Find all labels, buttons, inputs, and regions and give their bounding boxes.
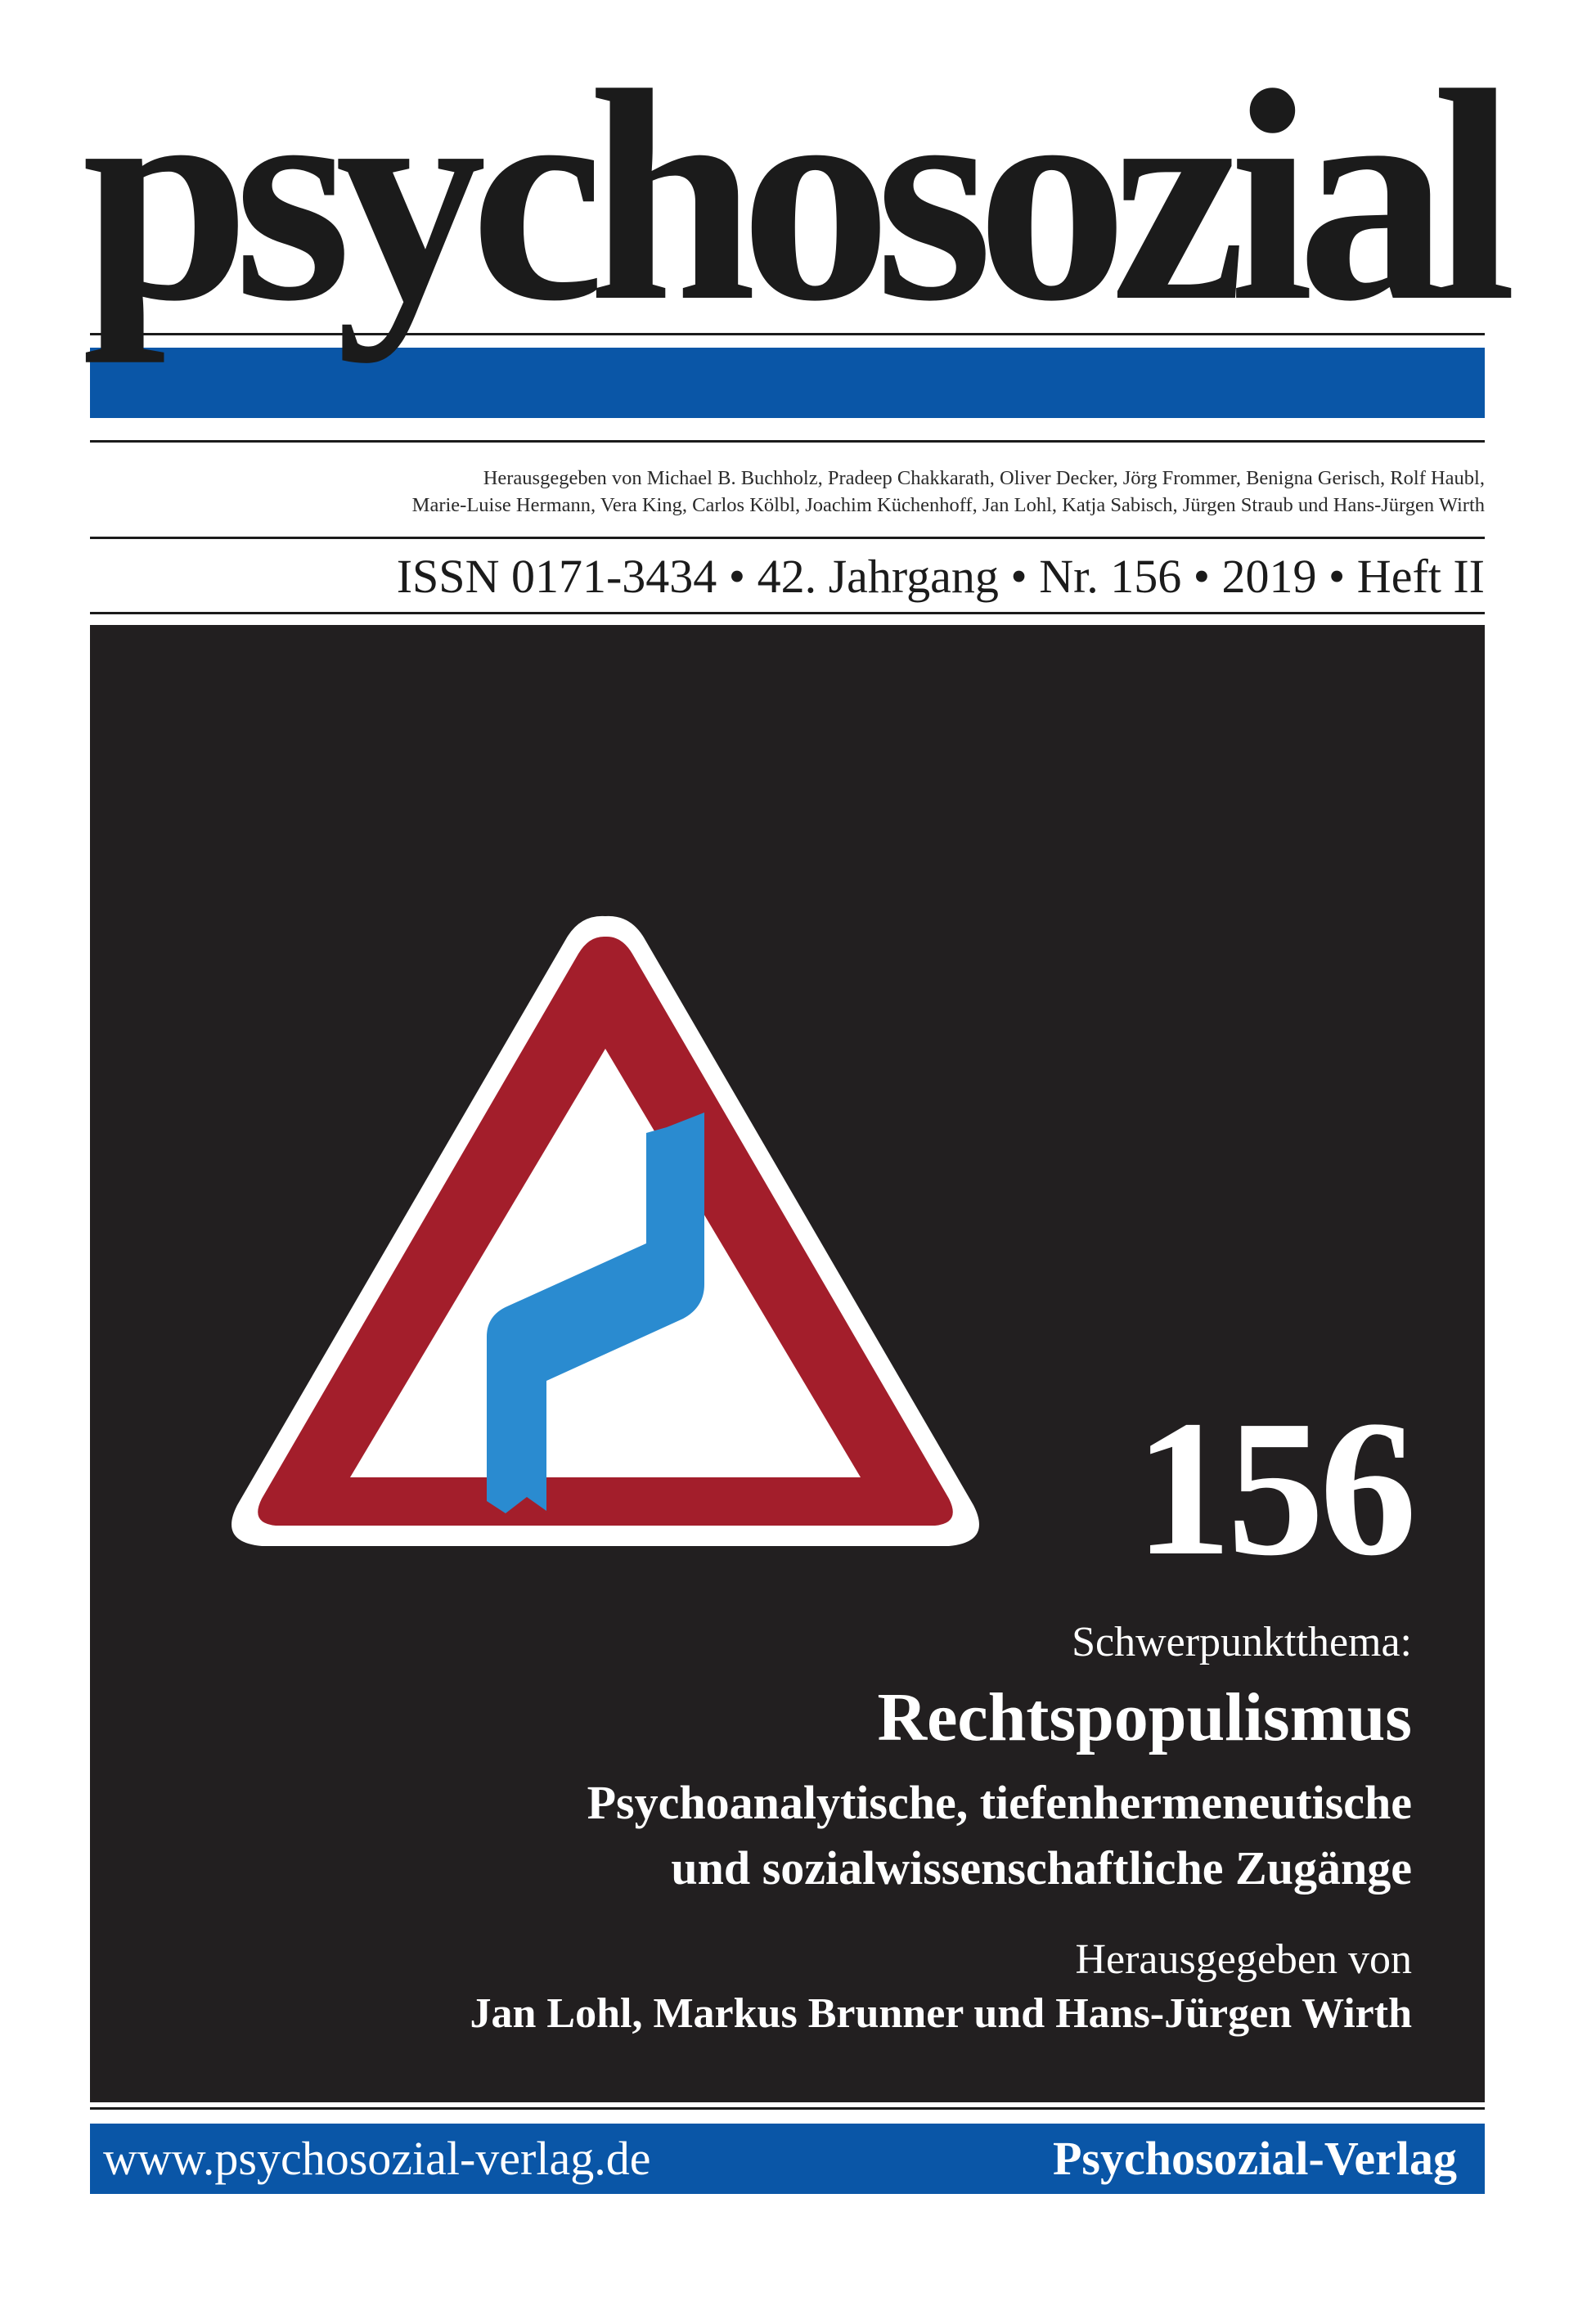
issue-number: 156 — [1135, 1381, 1412, 1596]
divider — [90, 2107, 1485, 2110]
edited-by-names: Jan Lohl, Markus Brunner und Hans-Jürgen Wirth — [470, 1990, 1412, 2037]
subtitle-line-1: Psychoanalytische, tiefenhermeneutische — [587, 1776, 1412, 1829]
editors-line-2: Marie-Luise Hermann, Vera King, Carlos Kölbl, Joachim Küchenhoff, Jan Lohl, Katja Sabisch, Jürgen Straub und Hans-Jürgen Wirth — [411, 494, 1485, 516]
warning-sign-double-curve-icon — [217, 892, 994, 1579]
focus-title: Rechtspopulismus — [877, 1679, 1412, 1755]
publisher-name: Psychosozial-Verlag — [1052, 2132, 1457, 2185]
journal-title: psychosozial — [82, 29, 1500, 364]
divider — [90, 612, 1485, 614]
edited-by-label: Herausgegeben von — [1075, 1936, 1412, 1983]
issn-line: ISSN 0171-3434 • 42. Jahrgang • Nr. 156 • 2019 • Heft II — [396, 550, 1485, 603]
editors-line-1: Herausgegeben von Michael B. Buchholz, Pradeep Chakkarath, Oliver Decker, Jörg Frommer, Benigna Gerisch, Rolf Haubl, — [483, 467, 1485, 489]
publisher-url: www.psychosozial-verlag.de — [103, 2132, 651, 2185]
focus-label: Schwerpunktthema: — [1072, 1619, 1412, 1665]
subtitle-line-2: und sozialwissenschaftliche Zugänge — [671, 1841, 1412, 1895]
divider — [90, 440, 1485, 443]
divider — [90, 537, 1485, 539]
editors-list — [143, 465, 1485, 519]
